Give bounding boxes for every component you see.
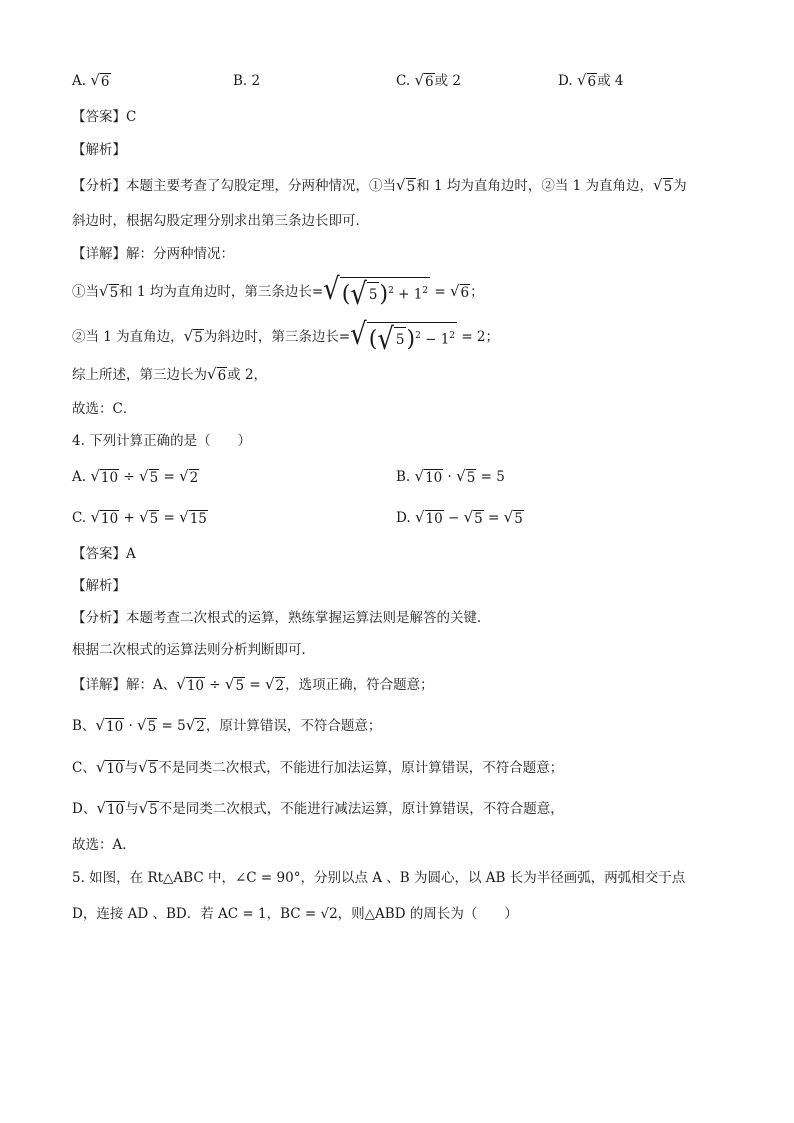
q4-choose: 故选：A． <box>72 837 136 853</box>
q3-summary: 综上所述，第三边长为 √ 6 或 2， <box>72 365 268 384</box>
q3-option-b: B. 2 <box>233 73 261 89</box>
q3-choose: 故选：C． <box>72 401 137 417</box>
q4-option-c: C. √ 10 + √ 5 = √ 15 <box>72 508 207 527</box>
q5-stem-line1: 5. 如图，在 Rt△ABC 中，∠C = 90°，分别以点 A 、B 为圆心，以 AB 长为半径画弧，两弧相交于点 <box>72 870 686 886</box>
q4-detail-b: B、 √ 10 · √ 5 = 5 √ 2 ，原计算错误，不符合题意； <box>72 716 382 735</box>
q3-option-d: D. √ 6 或 4 <box>558 71 624 90</box>
q3-fenxi-line2: 斜边时，根据勾股定理分别求出第三条边长即可． <box>72 213 369 229</box>
q4-option-a: A. √ 10 ÷ √ 5 = √ 2 <box>72 467 199 486</box>
q3-option-a: A. √ 6 <box>72 71 110 90</box>
q4-answer: 【答案】A <box>72 546 136 562</box>
q3-option-c: C. √ 6 或 2 <box>396 71 461 90</box>
q4-option-b: B. √ 10 · √ 5 = 5 <box>396 467 505 486</box>
q4-analysis-heading: 【解析】 <box>72 578 126 594</box>
q4-fenxi2: 根据二次根式的运算法则分析判断即可． <box>72 642 315 658</box>
q3-case2: ②当 1 为直角边， √ 5 为斜边时，第三条边长= √ ( √ 5 )$^2 - 1^2$ = 2； <box>72 317 500 358</box>
q4-detail-c: C、 √ 10 与 √ 5 不是同类二次根式，不能进行加法运算，原计算错误，不符合题意； <box>72 758 564 777</box>
q3-answer: 【答案】C <box>72 109 137 125</box>
q4-stem: 4. 下列计算正确的是（ ） <box>72 433 252 449</box>
q3-case1: ①当 √ 5 和 1 均为直角边时，第三条边长= √ ( √ 5 )$^2 + 1^2$ = √ 6 ； <box>72 272 484 313</box>
q4-option-d: D. √ 10 − √ 5 = √ 5 <box>396 508 523 527</box>
q3-detail-heading: 【详解】解：分两种情况： <box>72 246 234 262</box>
q3-analysis-heading: 【解析】 <box>72 142 126 158</box>
q4-detail-d: D、 √ 10 与 √ 5 不是同类二次根式，不能进行减法运算，原计算错误，不符合题意， <box>72 799 564 818</box>
q4-detail-a: 【详解】解：A、 √ 10 ÷ √ 5 = √ 2 ，选项正确，符合题意； <box>72 675 434 694</box>
q4-fenxi: 【分析】本题考查二次根式的运算，熟练掌握运算法则是解答的关键． <box>72 610 491 626</box>
q5-stem-line2: D，连接 AD 、BD．若 AC = 1，BC = √2，则△ABD 的周长为（ ） <box>72 906 518 922</box>
q3-fenxi-line1: 【分析】本题主要考查了勾股定理，分两种情况，①当 √ 5 和 1 均为直角边时，②当 1 为直角边， √ 5 为 <box>72 176 687 195</box>
